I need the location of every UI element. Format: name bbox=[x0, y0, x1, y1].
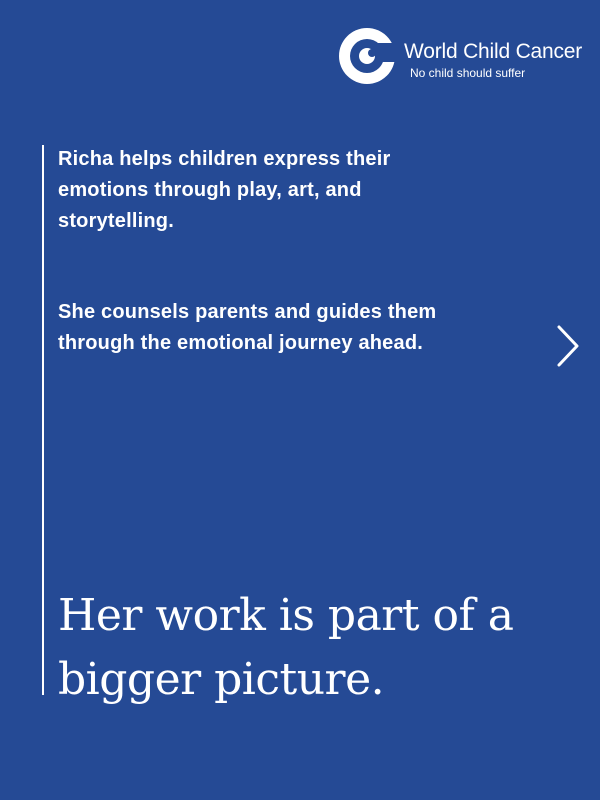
brand-name: World Child Cancer bbox=[404, 40, 583, 63]
story-paragraph-2: She counsels parents and guides them through the emotional journey ahead. bbox=[58, 301, 437, 354]
brand-tagline: No child should suffer bbox=[410, 66, 526, 80]
chevron-right-icon bbox=[548, 320, 588, 372]
c-swirl-logo-icon bbox=[336, 25, 398, 87]
next-slide-button[interactable] bbox=[548, 320, 588, 372]
headline: Her work is part of a bigger picture. bbox=[58, 590, 514, 705]
story-paragraph-1: Richa helps children express their emotions through play, art, and storytelling. bbox=[58, 148, 391, 232]
content-divider bbox=[42, 145, 44, 695]
brand-logo[interactable] bbox=[336, 25, 590, 89]
